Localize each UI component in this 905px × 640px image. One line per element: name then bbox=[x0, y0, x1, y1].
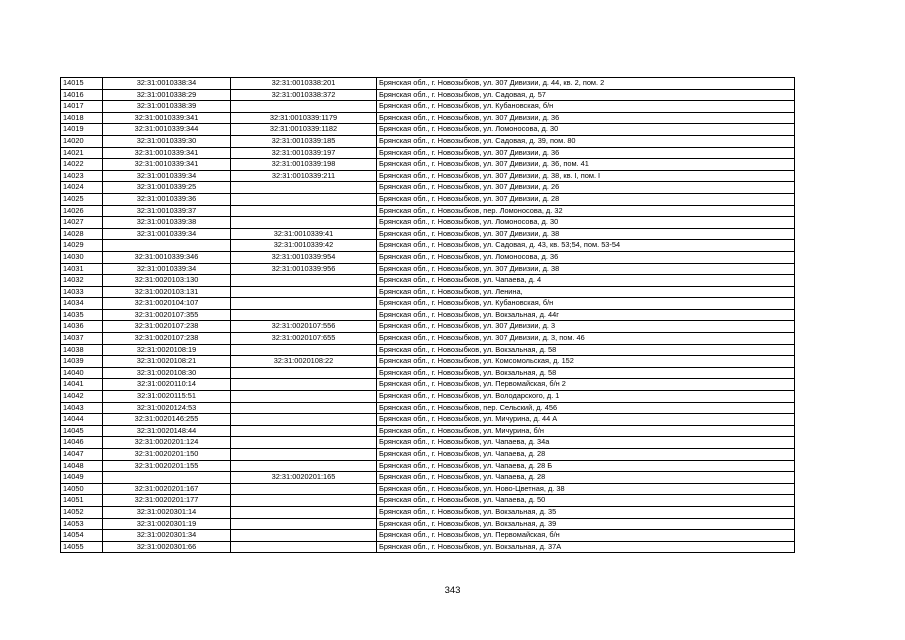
record-number-cell: 14017 bbox=[61, 101, 103, 113]
table-row bbox=[61, 530, 795, 542]
table-row bbox=[61, 182, 795, 194]
object-cadastral-number-cell bbox=[231, 518, 377, 530]
address-cell: Брянская обл., г. Новозыбков, ул. 307 Дивизии, д. 36, пом. 41 bbox=[377, 159, 795, 171]
cadastral-number-cell: 32:31:0020107:355 bbox=[103, 309, 231, 321]
cadastral-number-cell: 32:31:0010338:39 bbox=[103, 101, 231, 113]
object-cadastral-number-cell bbox=[231, 506, 377, 518]
table-row bbox=[61, 495, 795, 507]
cadastral-number-cell: 32:31:0010339:341 bbox=[103, 159, 231, 171]
record-number-cell: 14015 bbox=[61, 78, 103, 90]
address-cell: Брянская обл., г. Новозыбков, ул. Чапаева, д. 28 Б bbox=[377, 460, 795, 472]
address-cell: Брянская обл., г. Новозыбков, ул. Чапаева, д. 28 bbox=[377, 472, 795, 484]
record-number-cell: 14037 bbox=[61, 333, 103, 345]
object-cadastral-number-cell: 32:31:0010339:198 bbox=[231, 159, 377, 171]
record-number-cell: 14046 bbox=[61, 437, 103, 449]
object-cadastral-number-cell bbox=[231, 182, 377, 194]
address-cell: Брянская обл., г. Новозыбков, ул. Чапаева, д. 28 bbox=[377, 449, 795, 461]
record-number-cell: 14034 bbox=[61, 298, 103, 310]
table-row bbox=[61, 356, 795, 368]
table-row bbox=[61, 217, 795, 229]
table-row bbox=[61, 101, 795, 113]
object-cadastral-number-cell bbox=[231, 437, 377, 449]
object-cadastral-number-cell: 32:31:0010338:201 bbox=[231, 78, 377, 90]
record-number-cell: 14043 bbox=[61, 402, 103, 414]
cadastral-number-cell: 32:31:0010339:38 bbox=[103, 217, 231, 229]
address-cell: Брянская обл., г. Новозыбков, ул. Ломоносова, д. 30 bbox=[377, 124, 795, 136]
record-number-cell: 14020 bbox=[61, 135, 103, 147]
object-cadastral-number-cell bbox=[231, 379, 377, 391]
cadastral-number-cell: 32:31:0010339:36 bbox=[103, 193, 231, 205]
object-cadastral-number-cell bbox=[231, 298, 377, 310]
address-cell: Брянская обл., г. Новозыбков, ул. Кубановская, б/н bbox=[377, 101, 795, 113]
cadastral-number-cell: 32:31:0010339:341 bbox=[103, 112, 231, 124]
record-number-cell: 14054 bbox=[61, 530, 103, 542]
object-cadastral-number-cell: 32:31:0020108:22 bbox=[231, 356, 377, 368]
table-row bbox=[61, 89, 795, 101]
record-number-cell: 14051 bbox=[61, 495, 103, 507]
address-cell: Брянская обл., г. Новозыбков, ул. Вокзальная, д. 58 bbox=[377, 367, 795, 379]
object-cadastral-number-cell bbox=[231, 530, 377, 542]
object-cadastral-number-cell bbox=[231, 414, 377, 426]
record-number-cell: 14024 bbox=[61, 182, 103, 194]
table-row bbox=[61, 449, 795, 461]
cadastral-number-cell: 32:31:0020108:21 bbox=[103, 356, 231, 368]
object-cadastral-number-cell bbox=[231, 449, 377, 461]
record-number-cell: 14033 bbox=[61, 286, 103, 298]
object-cadastral-number-cell bbox=[231, 344, 377, 356]
cadastral-number-cell: 32:31:0010339:341 bbox=[103, 147, 231, 159]
object-cadastral-number-cell bbox=[231, 367, 377, 379]
object-cadastral-number-cell bbox=[231, 193, 377, 205]
table-row bbox=[61, 437, 795, 449]
cadastral-number-cell: 32:31:0020104:107 bbox=[103, 298, 231, 310]
address-cell: Брянская обл., г. Новозыбков, ул. Садовая, д. 43, кв. 53;54, пом. 53-54 bbox=[377, 240, 795, 252]
record-number-cell: 14045 bbox=[61, 425, 103, 437]
record-number-cell: 14031 bbox=[61, 263, 103, 275]
address-cell: Брянская обл., г. Новозыбков, ул. Ново-Цветная, д. 38 bbox=[377, 483, 795, 495]
cadastral-number-cell: 32:31:0020301:14 bbox=[103, 506, 231, 518]
record-number-cell: 14030 bbox=[61, 251, 103, 263]
record-number-cell: 14047 bbox=[61, 449, 103, 461]
cadastral-number-cell: 32:31:0010339:37 bbox=[103, 205, 231, 217]
record-number-cell: 14048 bbox=[61, 460, 103, 472]
table-row bbox=[61, 402, 795, 414]
address-cell: Брянская обл., г. Новозыбков, ул. Ленина, bbox=[377, 286, 795, 298]
table-row bbox=[61, 309, 795, 321]
cadastral-number-cell: 32:31:0010339:34 bbox=[103, 263, 231, 275]
cadastral-number-cell: 32:31:0010339:34 bbox=[103, 228, 231, 240]
cadastral-number-cell: 32:31:0020103:131 bbox=[103, 286, 231, 298]
table-row bbox=[61, 251, 795, 263]
address-cell: Брянская обл., г. Новозыбков, ул. 307 Дивизии, д. 26 bbox=[377, 182, 795, 194]
table-row bbox=[61, 333, 795, 345]
record-number-cell: 14052 bbox=[61, 506, 103, 518]
cadastral-number-cell: 32:31:0020201:150 bbox=[103, 449, 231, 461]
object-cadastral-number-cell: 32:31:0020107:655 bbox=[231, 333, 377, 345]
object-cadastral-number-cell: 32:31:0010339:211 bbox=[231, 170, 377, 182]
address-cell: Брянская обл., г. Новозыбков, ул. Вокзальная, д. 37А bbox=[377, 541, 795, 553]
object-cadastral-number-cell: 32:31:0010339:954 bbox=[231, 251, 377, 263]
cadastral-number-cell bbox=[103, 472, 231, 484]
record-number-cell: 14049 bbox=[61, 472, 103, 484]
object-cadastral-number-cell bbox=[231, 309, 377, 321]
address-cell: Брянская обл., г. Новозыбков, пер. Сельский, д. 456 bbox=[377, 402, 795, 414]
record-number-cell: 14032 bbox=[61, 275, 103, 287]
cadastral-number-cell: 32:31:0020103:130 bbox=[103, 275, 231, 287]
record-number-cell: 14038 bbox=[61, 344, 103, 356]
cadastral-number-cell: 32:31:0020148:44 bbox=[103, 425, 231, 437]
record-number-cell: 14021 bbox=[61, 147, 103, 159]
object-cadastral-number-cell bbox=[231, 483, 377, 495]
table-row bbox=[61, 135, 795, 147]
table-row bbox=[61, 159, 795, 171]
object-cadastral-number-cell: 32:31:0010339:41 bbox=[231, 228, 377, 240]
table-row bbox=[61, 205, 795, 217]
object-cadastral-number-cell: 32:31:0010339:1182 bbox=[231, 124, 377, 136]
table-row bbox=[61, 263, 795, 275]
object-cadastral-number-cell: 32:31:0020107:556 bbox=[231, 321, 377, 333]
table-row bbox=[61, 170, 795, 182]
cadastral-number-cell: 32:31:0020201:167 bbox=[103, 483, 231, 495]
record-number-cell: 14044 bbox=[61, 414, 103, 426]
table-row bbox=[61, 541, 795, 553]
cadastral-number-cell bbox=[103, 240, 231, 252]
address-cell: Брянская обл., г. Новозыбков, ул. Первомайская, б/н bbox=[377, 530, 795, 542]
object-cadastral-number-cell: 32:31:0010339:197 bbox=[231, 147, 377, 159]
table-row bbox=[61, 483, 795, 495]
table-row bbox=[61, 344, 795, 356]
object-cadastral-number-cell bbox=[231, 101, 377, 113]
table-row bbox=[61, 228, 795, 240]
cadastral-number-cell: 32:31:0010339:25 bbox=[103, 182, 231, 194]
record-number-cell: 14041 bbox=[61, 379, 103, 391]
cadastral-number-cell: 32:31:0020115:51 bbox=[103, 391, 231, 403]
address-cell: Брянская обл., г. Новозыбков, ул. Мичурина, д. 44 А bbox=[377, 414, 795, 426]
object-cadastral-number-cell bbox=[231, 460, 377, 472]
table-row bbox=[61, 78, 795, 90]
record-number-cell: 14029 bbox=[61, 240, 103, 252]
object-cadastral-number-cell: 32:31:0010338:372 bbox=[231, 89, 377, 101]
object-cadastral-number-cell bbox=[231, 275, 377, 287]
cadastral-number-cell: 32:31:0010338:34 bbox=[103, 78, 231, 90]
address-cell: Брянская обл., г. Новозыбков, ул. Комсомольская, д. 152 bbox=[377, 356, 795, 368]
record-number-cell: 14028 bbox=[61, 228, 103, 240]
object-cadastral-number-cell bbox=[231, 402, 377, 414]
table-row bbox=[61, 518, 795, 530]
cadastral-number-cell: 32:31:0020110:14 bbox=[103, 379, 231, 391]
address-cell: Брянская обл., г. Новозыбков, ул. 307 Дивизии, д. 38 bbox=[377, 228, 795, 240]
address-cell: Брянская обл., г. Новозыбков, ул. Чапаева, д. 34а bbox=[377, 437, 795, 449]
cadastral-number-cell: 32:31:0020301:66 bbox=[103, 541, 231, 553]
address-cell: Брянская обл., г. Новозыбков, ул. Володарского, д. 1 bbox=[377, 391, 795, 403]
cadastral-number-cell: 32:31:0020107:238 bbox=[103, 321, 231, 333]
table-row bbox=[61, 193, 795, 205]
table-row bbox=[61, 414, 795, 426]
table-row bbox=[61, 379, 795, 391]
address-cell: Брянская обл., г. Новозыбков, ул. Кубановская, б/н bbox=[377, 298, 795, 310]
table-row bbox=[61, 321, 795, 333]
address-cell: Брянская обл., г. Новозыбков, ул. Мичурина, б/н bbox=[377, 425, 795, 437]
address-cell: Брянская обл., г. Новозыбков, ул. 307 Дивизии, д. 38 bbox=[377, 263, 795, 275]
object-cadastral-number-cell bbox=[231, 541, 377, 553]
address-cell: Брянская обл., г. Новозыбков, ул. Вокзальная, д. 58 bbox=[377, 344, 795, 356]
table-row bbox=[61, 147, 795, 159]
object-cadastral-number-cell: 32:31:0010339:956 bbox=[231, 263, 377, 275]
cadastral-number-cell: 32:31:0020108:19 bbox=[103, 344, 231, 356]
address-cell: Брянская обл., г. Новозыбков, пер. Ломоносова, д. 32 bbox=[377, 205, 795, 217]
address-cell: Брянская обл., г. Новозыбков, ул. Вокзальная, д. 44г bbox=[377, 309, 795, 321]
table-row bbox=[61, 112, 795, 124]
record-number-cell: 14055 bbox=[61, 541, 103, 553]
table-row bbox=[61, 367, 795, 379]
record-number-cell: 14025 bbox=[61, 193, 103, 205]
address-cell: Брянская обл., г. Новозыбков, ул. 307 Дивизии, д. 38, кв. I, пом. I bbox=[377, 170, 795, 182]
table-row bbox=[61, 298, 795, 310]
cadastral-number-cell: 32:31:0010339:346 bbox=[103, 251, 231, 263]
cadastral-number-cell: 32:31:0010339:30 bbox=[103, 135, 231, 147]
object-cadastral-number-cell bbox=[231, 205, 377, 217]
address-cell: Брянская обл., г. Новозыбков, ул. Первомайская, б/н 2 bbox=[377, 379, 795, 391]
property-register-table bbox=[60, 77, 795, 553]
object-cadastral-number-cell: 32:31:0020201:165 bbox=[231, 472, 377, 484]
cadastral-number-cell: 32:31:0010338:29 bbox=[103, 89, 231, 101]
cadastral-number-cell: 32:31:0020108:30 bbox=[103, 367, 231, 379]
object-cadastral-number-cell bbox=[231, 391, 377, 403]
table-row bbox=[61, 286, 795, 298]
cadastral-number-cell: 32:31:0020201:155 bbox=[103, 460, 231, 472]
object-cadastral-number-cell bbox=[231, 217, 377, 229]
record-number-cell: 14039 bbox=[61, 356, 103, 368]
cadastral-number-cell: 32:31:0020301:19 bbox=[103, 518, 231, 530]
table-row bbox=[61, 391, 795, 403]
record-number-cell: 14042 bbox=[61, 391, 103, 403]
address-cell: Брянская обл., г. Новозыбков, ул. 307 Дивизии, д. 28 bbox=[377, 193, 795, 205]
cadastral-number-cell: 32:31:0020124:53 bbox=[103, 402, 231, 414]
register-body bbox=[61, 78, 795, 553]
address-cell: Брянская обл., г. Новозыбков, ул. 307 Дивизии, д. 36 bbox=[377, 112, 795, 124]
page-number: 343 bbox=[444, 585, 461, 596]
address-cell: Брянская обл., г. Новозыбков, ул. 307 Дивизии, д. 44, кв. 2, пом. 2 bbox=[377, 78, 795, 90]
table-row bbox=[61, 124, 795, 136]
record-number-cell: 14035 bbox=[61, 309, 103, 321]
record-number-cell: 14022 bbox=[61, 159, 103, 171]
address-cell: Брянская обл., г. Новозыбков, ул. Ломоносова, д. 36 bbox=[377, 251, 795, 263]
object-cadastral-number-cell: 32:31:0010339:185 bbox=[231, 135, 377, 147]
record-number-cell: 14026 bbox=[61, 205, 103, 217]
record-number-cell: 14050 bbox=[61, 483, 103, 495]
address-cell: Брянская обл., г. Новозыбков, ул. 307 Дивизии, д. 36 bbox=[377, 147, 795, 159]
cadastral-number-cell: 32:31:0020146:255 bbox=[103, 414, 231, 426]
address-cell: Брянская обл., г. Новозыбков, ул. Садовая, д. 39, пом. 80 bbox=[377, 135, 795, 147]
address-cell: Брянская обл., г. Новозыбков, ул. Садовая, д. 57 bbox=[377, 89, 795, 101]
cadastral-number-cell: 32:31:0020301:34 bbox=[103, 530, 231, 542]
address-cell: Брянская обл., г. Новозыбков, ул. 307 Дивизии, д. 3, пом. 46 bbox=[377, 333, 795, 345]
object-cadastral-number-cell bbox=[231, 286, 377, 298]
address-cell: Брянская обл., г. Новозыбков, ул. Чапаева, д. 4 bbox=[377, 275, 795, 287]
table-row bbox=[61, 275, 795, 287]
address-cell: Брянская обл., г. Новозыбков, ул. Вокзальная, д. 35 bbox=[377, 506, 795, 518]
cadastral-number-cell: 32:31:0020201:177 bbox=[103, 495, 231, 507]
cadastral-number-cell: 32:31:0020201:124 bbox=[103, 437, 231, 449]
address-cell: Брянская обл., г. Новозыбков, ул. Ломоносова, д. 30 bbox=[377, 217, 795, 229]
cadastral-number-cell: 32:31:0010339:34 bbox=[103, 170, 231, 182]
record-number-cell: 14053 bbox=[61, 518, 103, 530]
table-row bbox=[61, 472, 795, 484]
table-row bbox=[61, 506, 795, 518]
object-cadastral-number-cell bbox=[231, 495, 377, 507]
table-row bbox=[61, 240, 795, 252]
record-number-cell: 14027 bbox=[61, 217, 103, 229]
record-number-cell: 14023 bbox=[61, 170, 103, 182]
record-number-cell: 14016 bbox=[61, 89, 103, 101]
cadastral-number-cell: 32:31:0010339:344 bbox=[103, 124, 231, 136]
object-cadastral-number-cell: 32:31:0010339:42 bbox=[231, 240, 377, 252]
record-number-cell: 14018 bbox=[61, 112, 103, 124]
table-row bbox=[61, 460, 795, 472]
address-cell: Брянская обл., г. Новозыбков, ул. Вокзальная, д. 39 bbox=[377, 518, 795, 530]
object-cadastral-number-cell: 32:31:0010339:1179 bbox=[231, 112, 377, 124]
address-cell: Брянская обл., г. Новозыбков, ул. 307 Дивизии, д. 3 bbox=[377, 321, 795, 333]
address-cell: Брянская обл., г. Новозыбков, ул. Чапаева, д. 50 bbox=[377, 495, 795, 507]
table-row bbox=[61, 425, 795, 437]
record-number-cell: 14019 bbox=[61, 124, 103, 136]
object-cadastral-number-cell bbox=[231, 425, 377, 437]
record-number-cell: 14036 bbox=[61, 321, 103, 333]
record-number-cell: 14040 bbox=[61, 367, 103, 379]
cadastral-number-cell: 32:31:0020107:238 bbox=[103, 333, 231, 345]
